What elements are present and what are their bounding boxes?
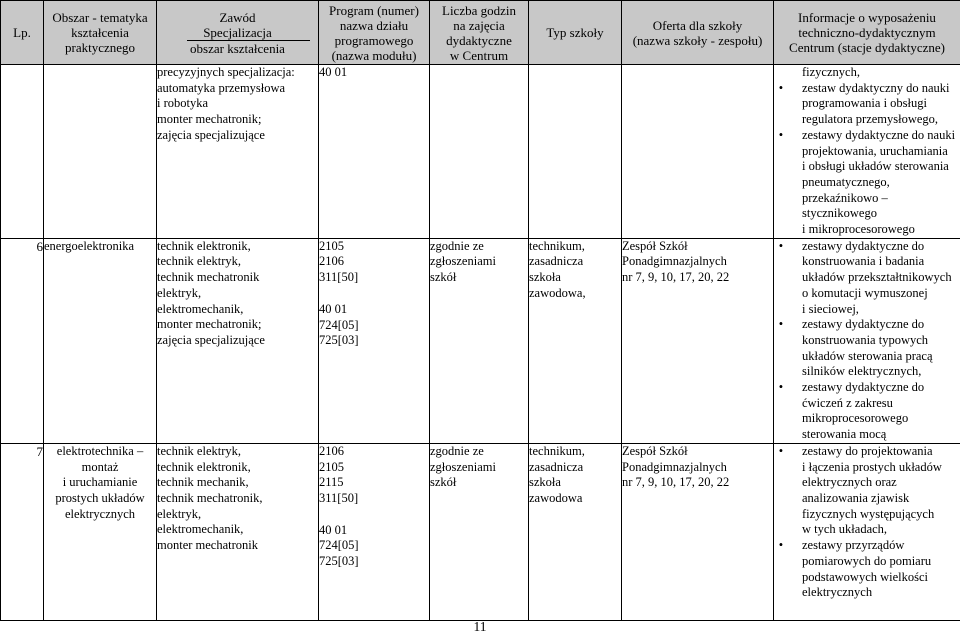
obszar-line: elektrycznych bbox=[64, 506, 136, 521]
program-line: 2106 bbox=[319, 254, 344, 269]
info-line bbox=[774, 411, 960, 427]
oferta-line: Zespół Szkół bbox=[622, 238, 688, 253]
info-text: zestawy przyrządów bbox=[802, 538, 905, 553]
info-text: zestawy dydaktyczne do bbox=[802, 380, 925, 395]
cell-info bbox=[774, 443, 960, 620]
program-line: 311[50] bbox=[319, 490, 359, 505]
cell-obszar bbox=[44, 443, 157, 620]
cell-zawod bbox=[157, 443, 319, 620]
info-line bbox=[774, 349, 960, 365]
info-text: programowania i obsługi bbox=[802, 96, 927, 111]
cell-godziny bbox=[430, 65, 529, 239]
typ-line: zasadnicza bbox=[529, 459, 584, 474]
cell-godziny bbox=[430, 443, 529, 620]
page-number: 11 bbox=[473, 619, 487, 634]
info-line bbox=[774, 159, 960, 175]
info-line bbox=[774, 239, 960, 255]
zawod-line: technik mechatronik, bbox=[157, 490, 263, 505]
info-line bbox=[774, 317, 960, 333]
oferta-line: Ponadgimnazjalnych bbox=[622, 254, 727, 269]
typ-line: zawodowa, bbox=[529, 285, 586, 300]
bullet-icon: • bbox=[778, 238, 784, 253]
info-text: elektrycznych bbox=[802, 585, 873, 600]
bullet-icon: • bbox=[778, 538, 784, 553]
info-text: konstruowania i badania bbox=[802, 254, 925, 269]
cell-zawod bbox=[157, 238, 319, 443]
info-text: zestaw dydaktyczny do nauki bbox=[802, 80, 950, 95]
info-line bbox=[774, 112, 960, 128]
line-gap bbox=[319, 507, 429, 523]
info-text: i sieciowej, bbox=[802, 301, 859, 316]
info-line bbox=[774, 364, 960, 380]
cell-program bbox=[319, 443, 430, 620]
info-line bbox=[774, 380, 960, 396]
bullet-icon: • bbox=[778, 443, 784, 458]
info-text: i łączenia prostych układów bbox=[802, 459, 942, 474]
zawod-line: zajęcia specjalizujące bbox=[157, 127, 265, 142]
info-text: elektrycznych oraz bbox=[802, 475, 897, 490]
info-text: zestawy dydaktyczne do bbox=[802, 238, 925, 253]
cell-program bbox=[319, 238, 430, 443]
cell-info bbox=[774, 65, 960, 239]
info-text: regulatora przemysłowego, bbox=[802, 112, 939, 127]
typ-line: szkoła bbox=[529, 270, 561, 285]
header-typ: Typ szkoły bbox=[529, 1, 622, 65]
info-line bbox=[774, 475, 960, 491]
godziny-line: szkół bbox=[430, 270, 457, 285]
zawod-line: elektromechanik, bbox=[157, 301, 244, 316]
info-line bbox=[774, 554, 960, 570]
info-line bbox=[774, 175, 960, 191]
program-line: 2115 bbox=[319, 475, 344, 490]
info-text: i mikroprocesorowego bbox=[802, 222, 915, 237]
zawod-line: technik elektryk, bbox=[157, 254, 241, 269]
cell-obszar bbox=[44, 65, 157, 239]
info-line bbox=[774, 65, 960, 81]
info-line bbox=[774, 254, 960, 270]
info-text: konstruowania typowych bbox=[802, 332, 929, 347]
cell-info bbox=[774, 238, 960, 443]
cell-zawod bbox=[157, 65, 319, 239]
info-line bbox=[774, 128, 960, 144]
info-text: przekaźnikowo – bbox=[802, 190, 888, 205]
typ-line: szkoła bbox=[529, 475, 561, 490]
info-text: podstawowych wielkości bbox=[802, 569, 929, 584]
line-gap bbox=[319, 286, 429, 302]
oferta-line: Ponadgimnazjalnych bbox=[622, 459, 727, 474]
header-lp: Lp. bbox=[1, 1, 44, 65]
program-line: 725[03] bbox=[319, 333, 359, 348]
zawod-line: zajęcia specjalizujące bbox=[157, 332, 265, 347]
cell-typ bbox=[529, 238, 622, 443]
info-line bbox=[774, 491, 960, 507]
cell-oferta bbox=[622, 443, 774, 620]
program-line: 40 01 bbox=[319, 301, 348, 316]
info-line bbox=[774, 460, 960, 476]
info-text: analizowania zjawisk bbox=[802, 490, 910, 505]
zawod-line: elektryk, bbox=[157, 506, 202, 521]
zawod-line: technik elektronik, bbox=[157, 238, 251, 253]
bullet-icon: • bbox=[778, 127, 784, 142]
zawod-line: elektryk, bbox=[157, 285, 202, 300]
info-line bbox=[774, 538, 960, 554]
info-line bbox=[774, 427, 960, 443]
info-text: zestawy dydaktyczne do bbox=[802, 317, 925, 332]
info-line bbox=[774, 96, 960, 112]
cell-lp: 7 bbox=[1, 443, 44, 620]
info-line bbox=[774, 585, 960, 601]
info-line bbox=[774, 333, 960, 349]
program-line: 2105 bbox=[319, 459, 344, 474]
obszar-line: i uruchamianie bbox=[62, 475, 138, 490]
info-text: mikroprocesorowego bbox=[802, 411, 909, 426]
zawod-line: i robotyka bbox=[157, 96, 209, 111]
obszar-line: energoelektronika bbox=[44, 238, 135, 253]
info-line bbox=[774, 396, 960, 412]
zawod-line: technik mechatronik bbox=[157, 270, 260, 285]
bullet-icon: • bbox=[778, 80, 784, 95]
oferta-line: nr 7, 9, 10, 17, 20, 22 bbox=[622, 270, 730, 285]
info-text: zestawy do projektowania bbox=[802, 443, 933, 458]
info-line bbox=[774, 191, 960, 207]
info-line bbox=[774, 302, 960, 318]
info-text: projektowania, uruchamiania bbox=[802, 143, 948, 158]
cell-typ bbox=[529, 443, 622, 620]
typ-line: technikum, bbox=[529, 443, 585, 458]
table-row bbox=[1, 238, 960, 443]
info-line bbox=[774, 270, 960, 286]
program-line: 311[50] bbox=[319, 270, 359, 285]
info-text: silników elektrycznych, bbox=[802, 364, 922, 379]
info-line bbox=[774, 286, 960, 302]
zawod-line: automatyka przemysłowa bbox=[157, 80, 286, 95]
bullet-icon: • bbox=[778, 380, 784, 395]
table-body bbox=[1, 65, 960, 621]
cell-typ bbox=[529, 65, 622, 239]
info-text: w tych układach, bbox=[802, 522, 888, 537]
program-line: 40 01 bbox=[319, 522, 348, 537]
program-line: 725[03] bbox=[319, 554, 359, 569]
obszar-line: montaż bbox=[81, 459, 119, 474]
info-line bbox=[774, 522, 960, 538]
cell-program bbox=[319, 65, 430, 239]
cell-oferta bbox=[622, 238, 774, 443]
godziny-line: zgłoszeniami bbox=[430, 254, 496, 269]
cell-godziny bbox=[430, 238, 529, 443]
zawod-line: technik elektryk, bbox=[157, 443, 241, 458]
info-line bbox=[774, 81, 960, 97]
typ-line: technikum, bbox=[529, 238, 585, 253]
header-program: Program (numer) nazwa działu programowego (nazwa modułu) bbox=[319, 1, 430, 65]
header-godziny: Liczba godzin na zajęcia dydaktyczne w Centrum bbox=[430, 1, 529, 65]
godziny-line: szkół bbox=[430, 475, 457, 490]
info-text: stycznikowego bbox=[802, 206, 877, 221]
typ-line: zasadnicza bbox=[529, 254, 584, 269]
info-text: sterowania mocą bbox=[802, 427, 887, 442]
program-line: 2106 bbox=[319, 443, 344, 458]
godziny-line: zgodnie ze bbox=[430, 443, 484, 458]
cell-lp bbox=[1, 65, 44, 239]
header-oferta: Oferta dla szkoły (nazwa szkoły - zespołu) bbox=[622, 1, 774, 65]
info-line bbox=[774, 570, 960, 586]
obszar-line: prostych układów bbox=[55, 490, 145, 505]
info-text: pomiarowych do pomiaru bbox=[802, 553, 932, 568]
zawod-line: monter mechatronik bbox=[157, 538, 259, 553]
cell-obszar bbox=[44, 238, 157, 443]
header-obszar: Obszar - tematyka kształcenia praktycznego bbox=[44, 1, 157, 65]
info-line bbox=[774, 444, 960, 460]
info-text: układów sterowania pracą bbox=[802, 348, 933, 363]
oferta-line: nr 7, 9, 10, 17, 20, 22 bbox=[622, 475, 730, 490]
info-text: zestawy dydaktyczne do nauki bbox=[802, 127, 956, 142]
zawod-line: technik mechanik, bbox=[157, 475, 249, 490]
godziny-line: zgłoszeniami bbox=[430, 459, 496, 474]
cell-lp: 6 bbox=[1, 238, 44, 443]
obszar-line: elektrotechnika – bbox=[56, 443, 144, 458]
program-line: 724[05] bbox=[319, 317, 359, 332]
table-row bbox=[1, 65, 960, 239]
info-text: ćwiczeń z zakresu bbox=[802, 395, 893, 410]
zawod-line: technik elektronik, bbox=[157, 459, 251, 474]
info-line bbox=[774, 507, 960, 523]
info-text: fizycznych, bbox=[802, 65, 860, 79]
zawod-line: monter mechatronik; bbox=[157, 317, 262, 332]
info-text: układów przekształtnikowych bbox=[802, 270, 952, 285]
header-info: Informacje o wyposażeniu techniczno-dydaktycznym Centrum (stacje dydaktyczne) bbox=[774, 1, 960, 65]
zawod-line: elektromechanik, bbox=[157, 522, 244, 537]
info-text: i obsługi układów sterowania bbox=[802, 159, 949, 174]
info-line bbox=[774, 222, 960, 238]
header-row bbox=[1, 1, 960, 65]
zawod-line: monter mechatronik; bbox=[157, 112, 262, 127]
header-zawod: Zawód Specjalizacja obszar kształcenia bbox=[157, 1, 319, 65]
program-line: 2105 bbox=[319, 238, 344, 253]
godziny-line: zgodnie ze bbox=[430, 238, 484, 253]
typ-line: zawodowa bbox=[529, 490, 583, 505]
cell-oferta bbox=[622, 65, 774, 239]
info-line bbox=[774, 144, 960, 160]
info-text: fizycznych występujących bbox=[802, 506, 935, 521]
info-text: o komutacji wymuszonej bbox=[802, 285, 928, 300]
bullet-icon: • bbox=[778, 317, 784, 332]
program-line: 40 01 bbox=[319, 65, 348, 79]
zawod-line: precyzyjnych specjalizacja: bbox=[157, 65, 295, 79]
program-line: 724[05] bbox=[319, 538, 359, 553]
oferta-line: Zespół Szkół bbox=[622, 443, 688, 458]
table-row bbox=[1, 443, 960, 620]
info-text: pneumatycznego, bbox=[802, 174, 890, 189]
info-line bbox=[774, 206, 960, 222]
